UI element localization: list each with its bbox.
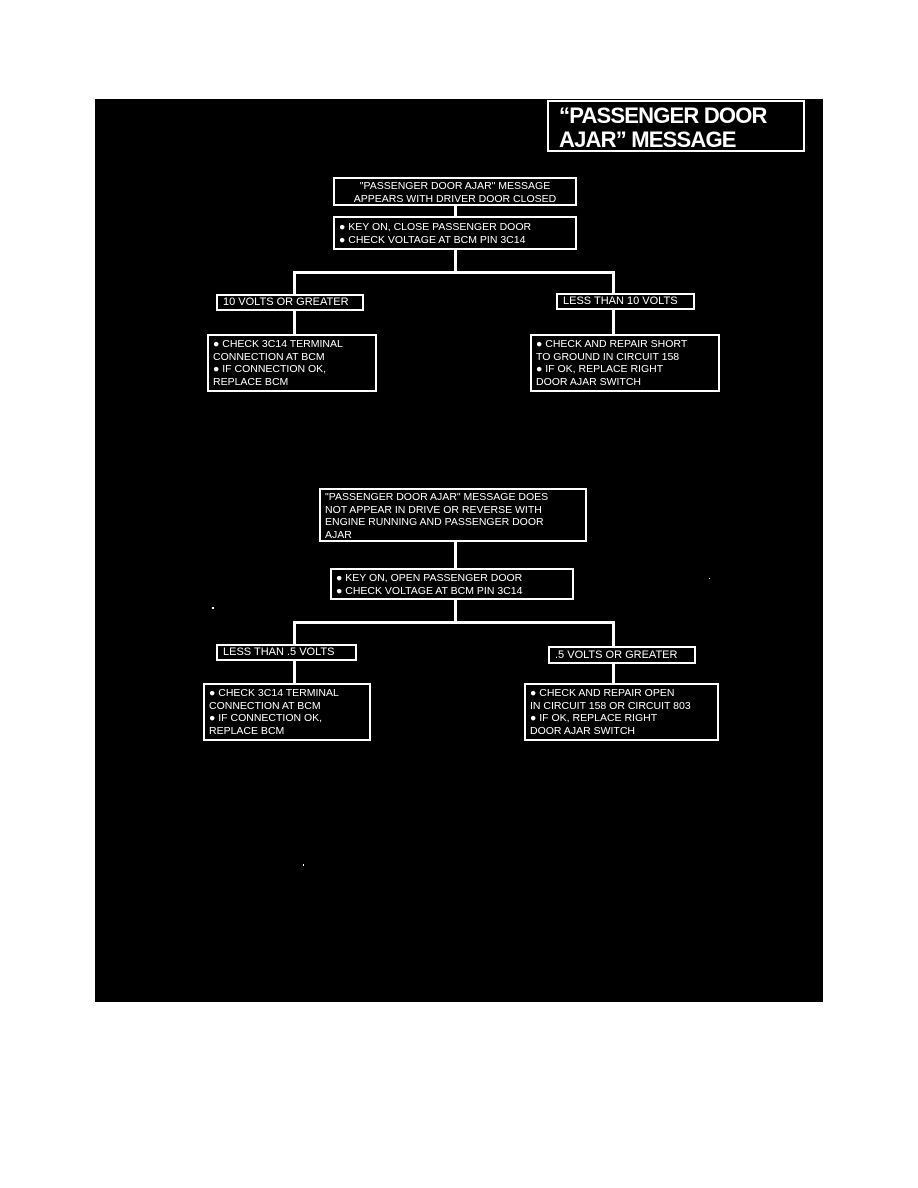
chart2-right-action-line-1: ● CHECK AND REPAIR OPEN <box>530 687 675 699</box>
chart1-right-condition-box <box>556 293 695 310</box>
scan-speck <box>212 607 214 609</box>
scan-speck <box>709 578 710 579</box>
title-line-2: AJAR” MESSAGE <box>559 127 736 152</box>
chart1-start-line-1: "PASSENGER DOOR AJAR" MESSAGE <box>359 180 551 192</box>
chart2-connector-right-action <box>612 664 615 683</box>
chart2-left-action-box <box>203 683 371 741</box>
chart2-left-condition: LESS THAN .5 VOLTS <box>223 646 335 658</box>
chart1-right-action-line-2: TO GROUND IN CIRCUIT 158 <box>536 350 680 363</box>
chart2-right-condition: .5 VOLTS OR GREATER <box>555 649 678 661</box>
diagram-title <box>547 100 805 152</box>
chart2-right-action-line-2: IN CIRCUIT 158 OR CIRCUIT 803 <box>530 699 691 712</box>
chart2-left-condition-box <box>216 644 357 661</box>
chart1-connector-start-step <box>454 206 457 216</box>
chart2-left-action-line-3: ● IF CONNECTION OK, <box>209 712 323 724</box>
chart2-start-box <box>319 488 587 542</box>
chart1-left-action-box <box>207 334 377 392</box>
chart1-right-action-line-3: ● IF OK, REPLACE RIGHT <box>536 363 664 375</box>
chart2-right-action-line-3: ● IF OK, REPLACE RIGHT <box>530 712 658 724</box>
chart1-left-condition-box <box>216 294 364 311</box>
chart2-branch-left-drop <box>293 621 296 644</box>
chart1-right-action-line-4: DOOR AJAR SWITCH <box>536 375 642 388</box>
chart1-connector-left-action <box>293 311 296 334</box>
chart1-right-action-box <box>530 334 720 392</box>
chart2-right-condition-box <box>548 646 696 664</box>
chart1-left-action-line-1: ● CHECK 3C14 TERMINAL <box>213 338 343 350</box>
chart1-step-line-2: ● CHECK VOLTAGE AT BCM PIN 3C14 <box>339 233 526 246</box>
chart1-step-line-1: ● KEY ON, CLOSE PASSENGER DOOR <box>339 221 532 233</box>
chart1-left-condition: 10 VOLTS OR GREATER <box>223 296 349 308</box>
chart1-left-action-line-4: REPLACE BCM <box>213 375 289 388</box>
chart2-left-action-line-2: CONNECTION AT BCM <box>209 699 321 712</box>
chart1-start-box <box>333 177 577 206</box>
chart2-start-line-3: ENGINE RUNNING AND PASSENGER DOOR <box>325 516 544 528</box>
chart2-right-action-box <box>524 683 719 741</box>
chart1-connector-step-branch <box>454 250 457 273</box>
chart2-start-line-2: NOT APPEAR IN DRIVE OR REVERSE WITH <box>325 503 542 516</box>
chart1-right-condition: LESS THAN 10 VOLTS <box>563 295 678 307</box>
chart2-connector-step-branch <box>454 600 457 623</box>
chart2-start-line-1: "PASSENGER DOOR AJAR" MESSAGE DOES <box>325 491 549 503</box>
chart2-connector-left-action <box>293 661 296 683</box>
title-line-1: “PASSENGER DOOR <box>559 103 767 128</box>
chart2-branch-horizontal <box>293 621 615 624</box>
chart1-branch-left-drop <box>293 271 296 294</box>
chart2-step-line-1: ● KEY ON, OPEN PASSENGER DOOR <box>336 572 523 584</box>
chart1-branch-right-drop <box>612 271 615 293</box>
chart2-step-line-2: ● CHECK VOLTAGE AT BCM PIN 3C14 <box>336 584 523 597</box>
chart2-connector-start-step <box>454 542 457 568</box>
chart1-branch-horizontal <box>293 271 615 274</box>
chart2-start-line-4: AJAR <box>325 528 352 541</box>
chart1-left-action-line-2: CONNECTION AT BCM <box>213 350 325 363</box>
chart2-step-box <box>330 568 574 600</box>
chart1-connector-right-action <box>612 310 615 334</box>
chart1-start-line-2: APPEARS WITH DRIVER DOOR CLOSED <box>353 192 557 205</box>
chart1-left-action-line-3: ● IF CONNECTION OK, <box>213 363 327 375</box>
chart2-branch-right-drop <box>612 621 615 646</box>
chart1-right-action-line-1: ● CHECK AND REPAIR SHORT <box>536 338 688 350</box>
chart2-left-action-line-4: REPLACE BCM <box>209 724 285 737</box>
chart1-step-box <box>333 216 577 250</box>
chart2-right-action-line-4: DOOR AJAR SWITCH <box>530 724 636 737</box>
chart2-left-action-line-1: ● CHECK 3C14 TERMINAL <box>209 687 339 699</box>
scan-speck <box>303 864 304 866</box>
